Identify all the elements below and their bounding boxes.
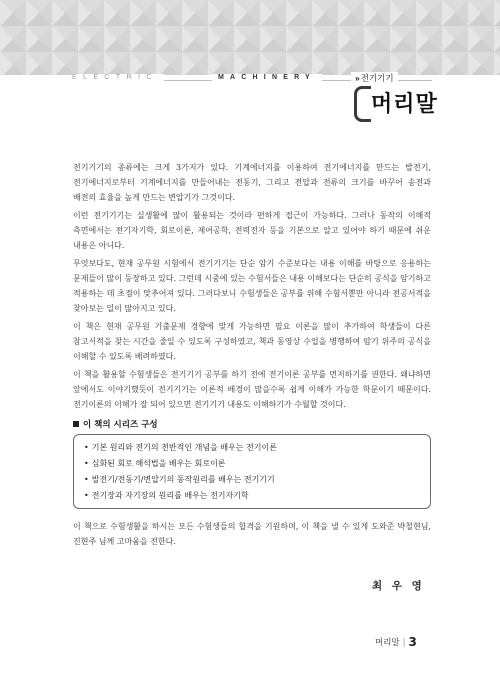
page-footer — [375, 635, 417, 649]
author-signature: 최 우 영 — [372, 580, 425, 592]
section-label-text: 전기기기 — [360, 73, 394, 83]
series-title-right: MACHINERY — [212, 74, 322, 81]
footer-label: 머리말 — [375, 638, 400, 648]
bullet-icon: • — [84, 443, 89, 452]
bullet-icon: • — [84, 459, 89, 468]
paragraph: 무엇보다도, 현재 공무원 시험에서 전기기기는 단순 암기 수준보다는 내용 이해를 바탕으로 응용하는 문제들이 많이 등장하고 있다. 그런데 시중에 있는 수험서들은 내용 이해보다는 단순히 공식을 암기하고 적용하는 데 초점이 맞추어져 있다. 그러다보니 수험생들은 공부를 위해 수험서뿐만 아니라 전공서적을 찾아보는 일이 많아지고 있다. — [73, 259, 431, 313]
series-box — [73, 434, 431, 509]
series-heading-text: 이 책의 시리즈 구성 — [83, 420, 158, 430]
series-heading — [73, 418, 431, 430]
section-label — [351, 72, 398, 84]
bullet-icon: • — [84, 475, 89, 484]
list-item-text: 심화된 회로 해석법을 배우는 회로이론 — [91, 459, 226, 468]
list-item — [84, 472, 420, 488]
main-content — [73, 160, 431, 552]
list-item-text: 기본 원리와 전기의 전반적인 개념을 배우는 전기이론 — [91, 443, 277, 452]
list-item — [84, 488, 420, 504]
series-title-left: ELECTRIC — [72, 74, 164, 81]
list-item — [84, 456, 420, 472]
paragraph: 이 책은 현재 공무원 기출문제 경향에 맞게 가능하면 필요 이론을 많이 추가하여 학생들이 다른 참고서적을 찾는 시간을 줄일 수 있도록 구성하였고, 책과 동영상 수업을 병행하여 암기 위주의 공식을 이해할 수 있도록 배려하였다. — [73, 322, 431, 361]
title-bracket — [354, 86, 371, 122]
footer-separator: | — [402, 638, 406, 648]
square-bullet-icon — [73, 421, 79, 427]
page-title-block — [354, 86, 446, 118]
closing-paragraph: 이 책으로 수험생활을 하시는 모든 수험생들의 합격을 기원하며, 이 책을 낼 수 있게 도와준 박철현님, 진현주 님께 고마움을 전한다. — [73, 522, 431, 546]
paragraph: 이 책을 활용할 수험생들은 전기기기 공부를 하기 전에 전기이론 공부를 먼저하기를 권한다. 왜냐하면 앞에서도 이야기했듯이 전기기기는 이론적 배경이 많을수록 쉽게 이해가 가능한 학문이기 때문이다. 전기이론의 이해가 잘 되어 있으면 전기기기 내용도 이해하기가 수월할 것이다. — [73, 370, 431, 409]
page-title: 머리말 — [371, 92, 438, 117]
bullet-icon: • — [84, 491, 89, 500]
page-number: 3 — [408, 635, 417, 649]
paragraph: 이런 전기기기는 실생활에 많이 활용되는 것이라 편하게 접근이 가능하다. 그러나 동작의 이해적 측면에서는 전기자기학, 회로이론, 제어공학, 전력전자 등을 기본으로 알고 있어야 하기 때문에 쉬운 내용은 아니다. — [73, 211, 431, 250]
header-pattern — [0, 0, 500, 75]
paragraph: 전기기기의 종류에는 크게 3가지가 있다. 기계에너지를 이용하여 전기에너지를 만드는 발전기, 전기에너지로부터 기계에너지를 만들어내는 전동기, 그리고 전압과 전류의 크기를 바꾸어 송전과 배전의 효율을 높게 만드는 변압기가 그것이다. — [73, 163, 431, 202]
list-item-text: 발전기/전동기/변압기의 동작원리를 배우는 전기기기 — [91, 475, 275, 484]
chevron-icon: » — [355, 73, 359, 83]
list-item — [84, 440, 420, 456]
list-item-text: 전기장과 자기장의 원리를 배우는 전기자기학 — [91, 491, 249, 500]
